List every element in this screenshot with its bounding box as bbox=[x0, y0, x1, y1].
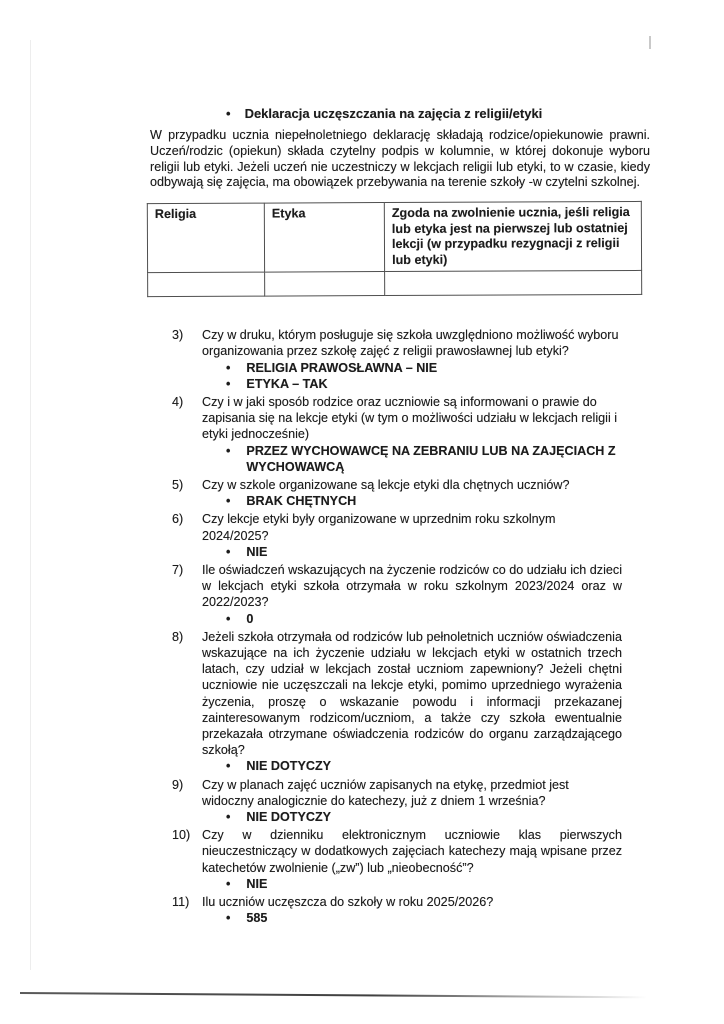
question-item-5 bbox=[150, 477, 622, 509]
question-item-9 bbox=[150, 777, 622, 826]
answer-text: NIE DOTYCZY bbox=[246, 759, 332, 774]
column-header-zgoda: Zgoda na zwolnienie ucznia, jeśli religia lub etyka jest na pierwszej lub ostatniej lekcji (w przypadku rezygnacji z religii lub etyki) bbox=[384, 202, 641, 272]
answer-item bbox=[202, 360, 622, 376]
question-text: Czy w planach zajęć uczniów zapisanych na etykę, przedmiot jest widoczny analogicznie do katechezy, już z dniem 1 września? bbox=[202, 777, 569, 808]
question-number: 4) bbox=[172, 395, 184, 409]
etyka-signature-cell bbox=[265, 272, 385, 297]
question-number: 6) bbox=[172, 512, 184, 527]
bullet-icon: • bbox=[226, 911, 231, 926]
answer-item bbox=[202, 443, 622, 475]
answer-text: BRAK CHĘTNYCH bbox=[246, 494, 357, 509]
section-heading-text: Deklaracja uczęszczania na zajęcia z religii/etyki bbox=[244, 106, 543, 121]
answer-text: RELIGIA PRAWOSŁAWNA – NIE bbox=[246, 360, 438, 375]
bullet-icon: • bbox=[226, 443, 231, 458]
question-text: Ilu uczniów uczęszcza do szkoły w roku 2025/2026? bbox=[202, 895, 494, 910]
question-item-11 bbox=[150, 894, 622, 926]
intro-paragraph: W przypadku ucznia niepełnoletniego deklarację składają rodzice/opiekunowie prawni. Uczeń/rodzic (opiekun) składa czytelny podpis w kolumnie, w której dokonuje wyboru religii lub etyki. Jeżeli uczeń nie uczestniczy w lekcjach religii lub etyki, to w czasie, kiedy odbywają się zajęcia, ma obowiązek przebywania na terenie szkoły -w czytelni szkolnej. bbox=[150, 128, 650, 190]
answer-item bbox=[202, 493, 622, 509]
bullet-icon: • bbox=[226, 360, 231, 375]
answer-text: PRZEZ WYCHOWAWCĘ NA ZEBRANIU LUB NA ZAJĘCIACH Z WYCHOWAWCĄ bbox=[246, 443, 616, 474]
question-text: Jeżeli szkoła otrzymała od rodziców lub pełnoletnich uczniów oświadczenia wskazujące na ich życzenie udziału w lekcjach etyki w ostatnich trzech latach, czy udział w lekcjach został uczniom zapewniony? Jeżeli chętni uczniowie nie uczęszczali na lekcje etyki, pomimo uprzedniego wyrażenia życzenia, proszę o wskazanie powodu i informacji przekazanej zainteresowanym rodzicom/uczniom, a także czy szkoła ewentualnie przekazała otrzymane oświadczenia rodziców do organu zarządzającego szkołą? bbox=[202, 629, 622, 758]
answer-text: 585 bbox=[246, 911, 268, 926]
question-text: Czy i w jaki sposób rodzice oraz uczniowie są informowani o prawie do zapisania się na lekcje etyki (w tym o możliwości udziału w lekcjach religii i etyki jednocześnie) bbox=[202, 395, 618, 442]
bullet-icon: • bbox=[226, 494, 231, 509]
question-number: 8) bbox=[172, 629, 184, 644]
question-text: Czy w druku, którym posługuje się szkoła uwzględniono możliwość wyboru organizowania przez szkołę zajęć z religii prawosławnej lub etyki? bbox=[202, 328, 619, 359]
bullet-icon: • bbox=[226, 810, 231, 825]
answer-text: 0 bbox=[246, 611, 254, 626]
answer-item bbox=[202, 876, 622, 892]
bullet-icon: • bbox=[226, 759, 231, 774]
bullet-icon: • bbox=[226, 876, 231, 891]
answer-text: NIE bbox=[246, 544, 268, 559]
question-number: 5) bbox=[172, 478, 184, 493]
question-list bbox=[150, 327, 622, 926]
question-item-6 bbox=[150, 511, 622, 560]
bullet-icon: • bbox=[226, 376, 231, 391]
declaration-table bbox=[147, 201, 642, 297]
question-number: 11) bbox=[172, 895, 190, 910]
document-page bbox=[150, 106, 650, 929]
answer-item bbox=[202, 809, 622, 825]
question-text: Czy w szkole organizowane są lekcje etyki dla chętnych uczniów? bbox=[202, 478, 570, 493]
answer-item bbox=[202, 910, 622, 926]
answer-item bbox=[202, 376, 622, 392]
question-item-8 bbox=[150, 629, 622, 775]
table-header-row bbox=[147, 202, 641, 273]
bullet-icon: • bbox=[226, 544, 231, 559]
column-header-etyka: Etyka bbox=[264, 203, 384, 273]
question-item-3 bbox=[150, 327, 622, 392]
answer-item bbox=[202, 611, 622, 627]
scan-top-right-mark bbox=[649, 36, 651, 49]
scan-bottom-edge-line bbox=[20, 992, 660, 998]
zgoda-signature-cell bbox=[385, 271, 642, 296]
religia-signature-cell bbox=[148, 272, 265, 297]
question-item-7 bbox=[150, 562, 622, 627]
section-heading bbox=[150, 106, 650, 121]
answer-item bbox=[202, 758, 622, 774]
question-number: 7) bbox=[172, 563, 184, 578]
scan-left-edge-line bbox=[30, 40, 31, 970]
answer-text: NIE DOTYCZY bbox=[246, 810, 332, 825]
question-item-4 bbox=[150, 394, 622, 475]
table-row bbox=[148, 271, 642, 297]
column-header-religia: Religia bbox=[147, 203, 264, 273]
question-text: Ile oświadczeń wskazujących na życzenie rodziców co do udziału ich dzieci w lekcjach etyki szkoła otrzymała w roku szkolnym 2023/2024 oraz w 2022/2023? bbox=[202, 563, 622, 610]
answer-item bbox=[202, 544, 622, 560]
question-number: 3) bbox=[172, 328, 184, 343]
bullet-icon: • bbox=[226, 611, 231, 626]
bullet-icon: • bbox=[226, 106, 231, 121]
answer-text: NIE bbox=[246, 876, 268, 891]
answer-text: ETYKA – TAK bbox=[246, 376, 328, 391]
question-text: Czy lekcje etyki były organizowane w uprzednim roku szkolnym 2024/2025? bbox=[202, 512, 556, 543]
question-number: 9) bbox=[172, 777, 184, 792]
question-item-10 bbox=[150, 827, 622, 892]
question-text: Czy w dzienniku elektronicznym uczniowie klas pierwszych nieuczestniczący w dodatkowych zajęciach katechezy mają wpisane przez katechetów zwolnienie („zw”) lub „nieobecność”? bbox=[202, 828, 622, 875]
question-number: 10) bbox=[172, 828, 191, 843]
